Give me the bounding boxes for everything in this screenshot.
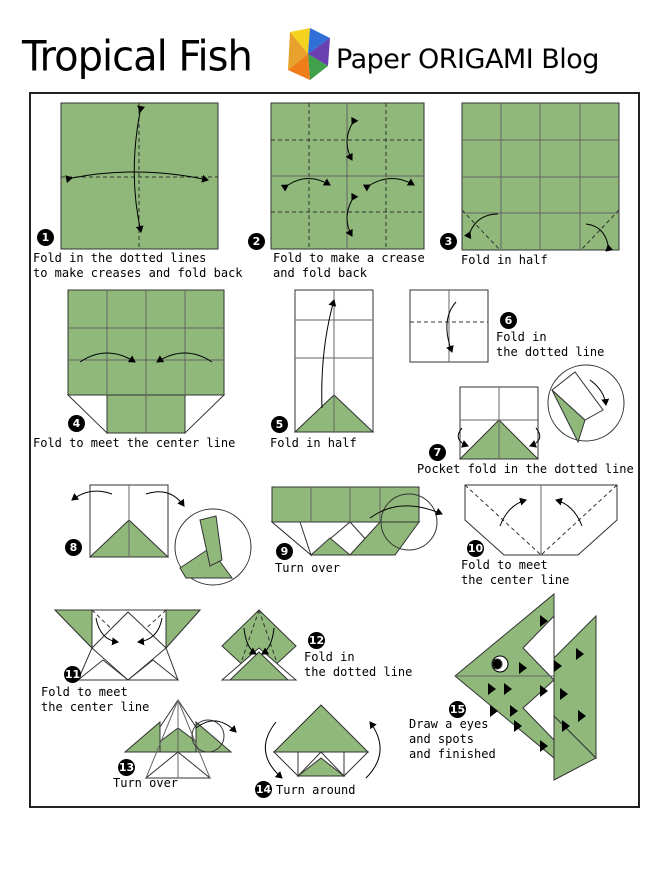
step-12-caption: Fold in the dotted line: [304, 650, 413, 679]
step-8-diagram: [72, 485, 251, 585]
step-8-number: 8: [65, 539, 82, 556]
step-13-caption: Turn over: [113, 776, 179, 790]
step-14-number: 14: [255, 783, 272, 796]
step-10-number: 10: [467, 542, 484, 555]
step-2-diagram: [271, 103, 424, 249]
step-7-caption: Pocket fold in the dotted line: [417, 462, 634, 476]
page-title: Tropical Fish: [22, 32, 252, 82]
step-5-caption: Fold in half: [270, 436, 357, 450]
brand-name: Paper ORIGAMI Blog: [336, 44, 599, 75]
step-2-caption: Fold to make a crease and fold back: [273, 251, 425, 280]
step-3-caption: Fold in half: [461, 253, 548, 267]
step-1-caption: Fold in the dotted lines to make creases and fold back: [33, 251, 243, 280]
step-9-caption: Turn over: [275, 561, 341, 575]
step-14-diagram: [265, 705, 380, 778]
step-5-diagram: [295, 290, 373, 432]
step-15-caption: Draw a eyes and spots and finished: [409, 717, 496, 761]
step-7-number: 7: [429, 444, 446, 461]
step-4-caption: Fold to meet the center line: [33, 436, 236, 450]
step-3-number: 3: [440, 233, 457, 250]
step-2-number: 2: [248, 233, 265, 250]
step-10-caption: Fold to meet the center line: [461, 558, 570, 587]
step-11-number: 11: [64, 668, 81, 681]
step-14-caption: Turn around: [276, 783, 356, 797]
step-5-number: 5: [271, 416, 288, 433]
step-13-number: 13: [118, 761, 135, 774]
step-9-number: 9: [276, 543, 293, 560]
step-4-diagram: [68, 290, 224, 433]
step-15-number: 15: [449, 703, 466, 716]
step-4-number: 4: [68, 415, 85, 432]
step-12-number: 12: [308, 634, 325, 647]
step-11-caption: Fold to meet the center line: [41, 685, 150, 714]
step-12-diagram: [222, 610, 296, 680]
step-1-diagram: [61, 103, 218, 249]
step-7-diagram: [458, 365, 624, 459]
step-10-diagram: [465, 485, 617, 555]
step-1-number: 1: [37, 229, 54, 246]
step-3-diagram: [462, 103, 619, 250]
step-9-diagram: [272, 487, 442, 555]
step-6-number: 6: [500, 312, 517, 329]
step-6-caption: Fold in the dotted line: [496, 330, 605, 359]
step-6-diagram: [410, 290, 488, 362]
